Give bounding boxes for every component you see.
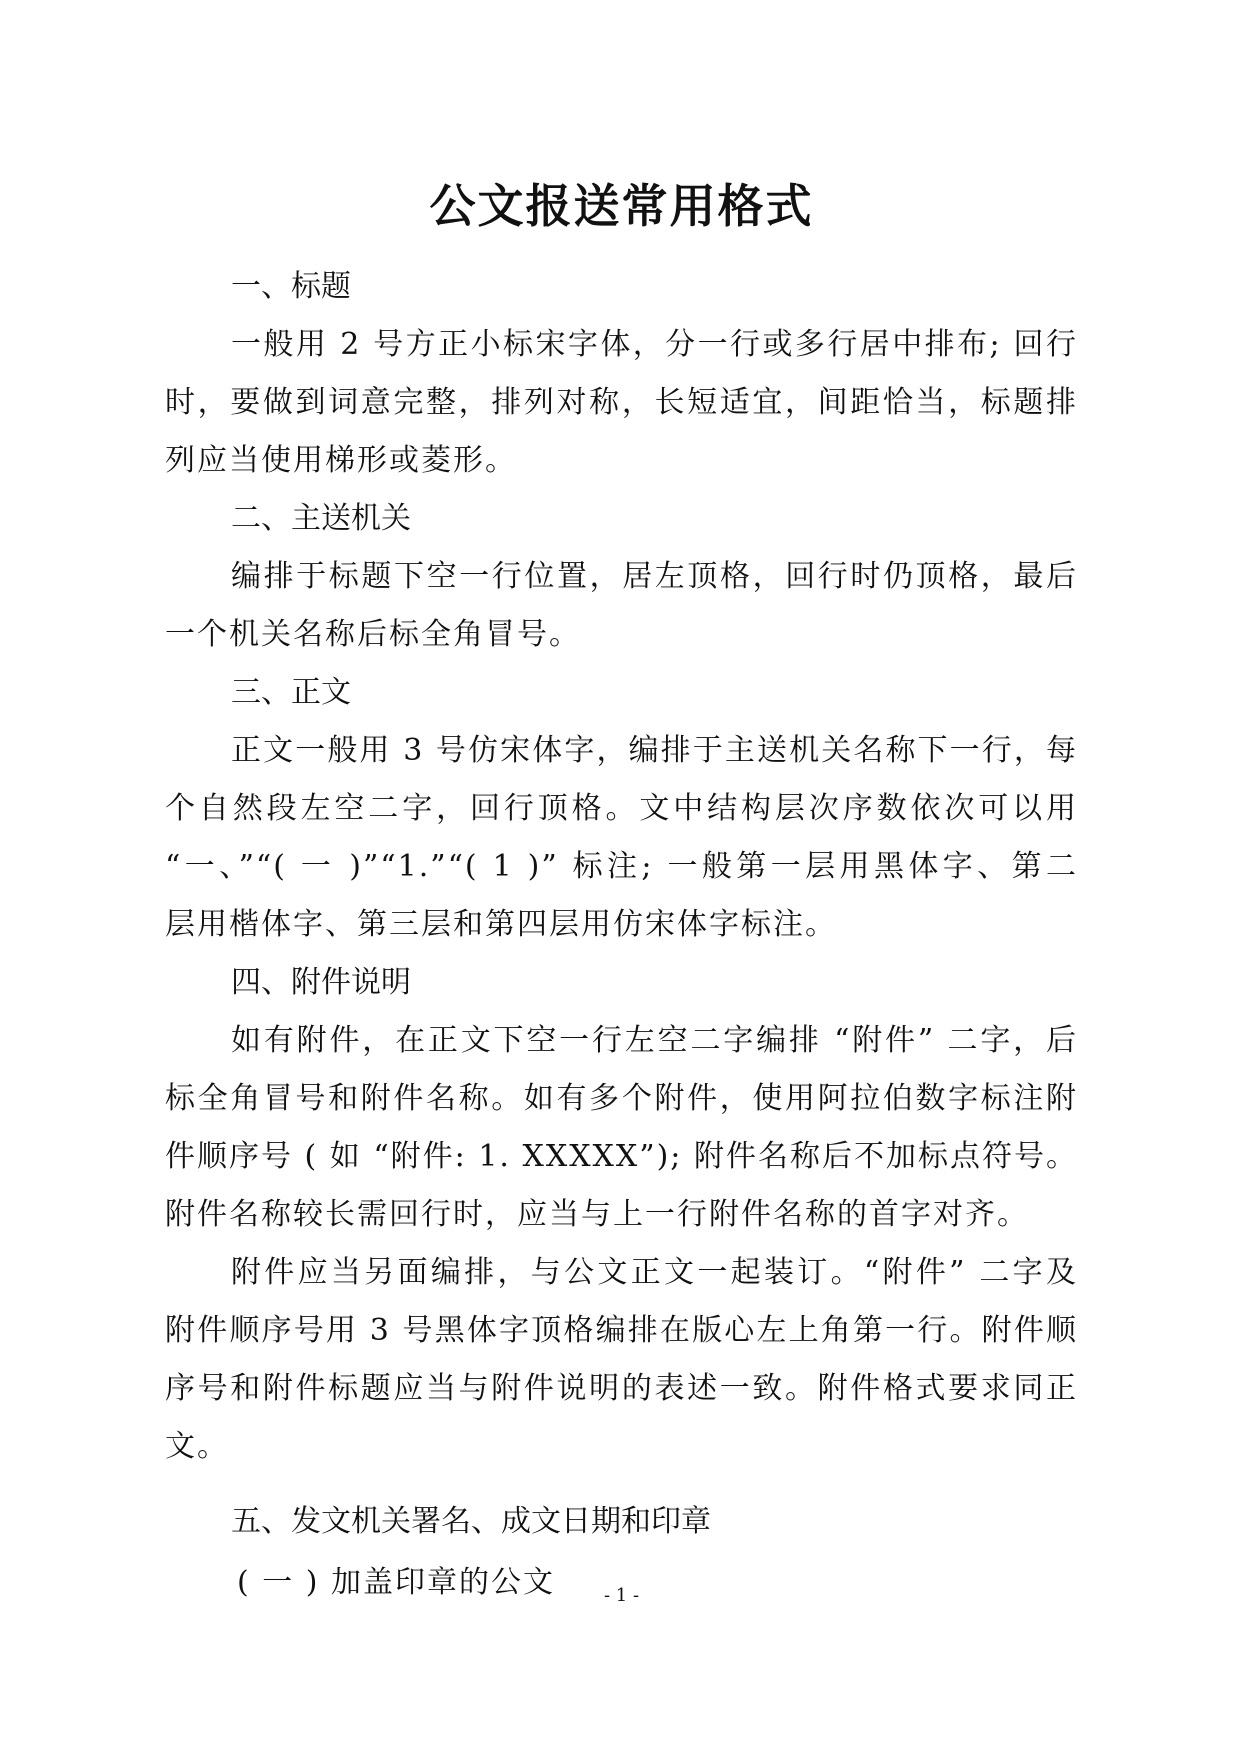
paragraph-line: 一般用 2 号方正小标宋字体，分一行或多行居中排布; 回行 [231, 327, 1078, 362]
paragraph-line: 个自然段左空二字，回行顶格。文中结构层次序数依次可以用 [165, 791, 1078, 826]
section-body-text-paragraph [165, 722, 1078, 954]
paragraph-line: 正文一般用 3 号仿宋体字，编排于主送机关名称下一行，每 [231, 733, 1078, 768]
paragraph-line: 一个机关名称后标全角冒号。 [165, 617, 581, 652]
paragraph-line: 如有附件，在正文下空一行左空二字编排 “附件” 二字，后 [231, 1023, 1078, 1058]
paragraph-line: 层用楷体字、第三层和第四层用仿宋体字标注。 [165, 907, 837, 942]
section-heading-signature: 五、发文机关署名、成文日期和印章 [231, 1504, 711, 1539]
section-title-paragraph [165, 316, 1078, 490]
page-number: - 1 - [603, 1585, 640, 1606]
document-title: 公文报送常用格式 [429, 179, 814, 233]
document-body [165, 258, 1078, 1612]
paragraph-line: 文。 [165, 1429, 229, 1464]
document-page [165, 0, 1078, 1754]
section-heading-title: 一、标题 [231, 269, 351, 304]
paragraph-line: 附件应当另面编排，与公文正文一起装订。“附件” 二字及 [231, 1255, 1078, 1290]
section-heading-attachments: 四、附件说明 [231, 965, 411, 1000]
paragraph-line: 件顺序号 ( 如 “附件: 1. XXXXX”); 附件名称后不加标点符号。 [165, 1139, 1078, 1174]
paragraph-line: 附件名称较长需回行时，应当与上一行附件名称的首字对齐。 [165, 1197, 1029, 1232]
section-heading-body-text: 三、正文 [231, 675, 351, 710]
subsection-heading-sealed: ( 一 ) 加盖印章的公文 [237, 1565, 556, 1600]
paragraph-line: 编排于标题下空一行位置，居左顶格，回行时仍顶格，最后 [231, 559, 1078, 594]
section-attachments-paragraph-1 [165, 1012, 1078, 1244]
paragraph-line: 时，要做到词意完整，排列对称，长短适宜，间距恰当，标题排 [165, 385, 1078, 420]
section-heading-recipient: 二、主送机关 [231, 501, 411, 536]
paragraph-line: 标全角冒号和附件名称。如有多个附件，使用阿拉伯数字标注附 [165, 1081, 1078, 1116]
paragraph-line: 列应当使用梯形或菱形。 [165, 443, 517, 478]
section-recipient-paragraph [165, 548, 1078, 664]
section-attachments-paragraph-2 [165, 1244, 1078, 1476]
paragraph-line: 序号和附件标题应当与附件说明的表述一致。附件格式要求同正 [165, 1371, 1078, 1406]
paragraph-line: “一、”“( 一 )”“1.”“( 1 )” 标注; 一般第一层用黑体字、第二 [165, 849, 1078, 884]
paragraph-line: 附件顺序号用 3 号黑体字顶格编排在版心左上角第一行。附件顺 [165, 1313, 1078, 1348]
